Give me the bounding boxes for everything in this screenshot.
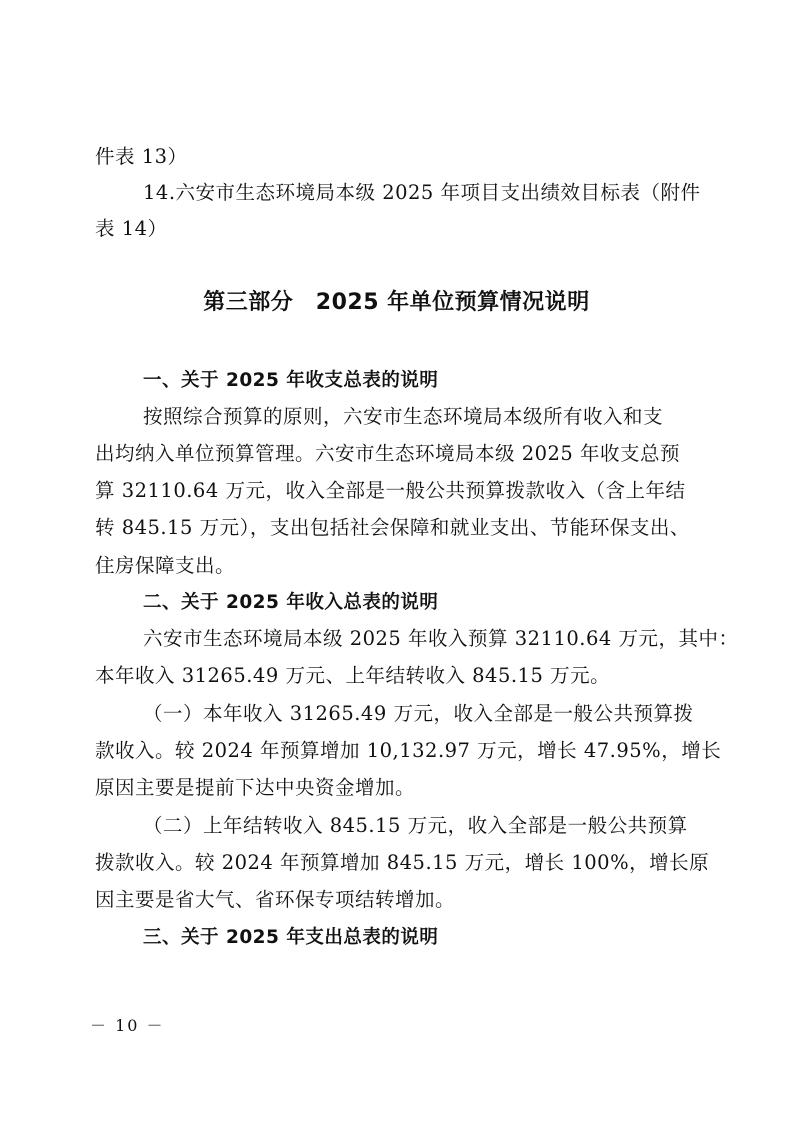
text-line: 件表 13） bbox=[95, 145, 188, 168]
part-heading: 第三部分 2025 年单位预算情况说明 bbox=[203, 290, 590, 315]
text-line: 表 14） bbox=[95, 217, 168, 240]
paragraph-line: 因主要是省大气、省环保专项结转增加。 bbox=[95, 888, 456, 911]
paragraph-line: 六安市生态环境局本级 2025 年收入预算 32110.64 万元，其中： bbox=[143, 627, 739, 650]
section-title: 三、关于 2025 年支出总表的说明 bbox=[143, 927, 439, 948]
paragraph-line: 住房保障支出。 bbox=[95, 554, 236, 577]
paragraph-line: 出均纳入单位预算管理。六安市生态环境局本级 2025 年收支总预 bbox=[95, 442, 681, 465]
section-title: 二、关于 2025 年收入总表的说明 bbox=[143, 592, 439, 613]
paragraph-line: （二）上年结转收入 845.15 万元，收入全部是一般公共预算 bbox=[143, 814, 688, 837]
paragraph-line: 款收入。较 2024 年预算增加 10,132.97 万元，增长 47.95%，增长 bbox=[95, 739, 722, 762]
section-title: 一、关于 2025 年收支总表的说明 bbox=[143, 370, 439, 391]
paragraph-line: 原因主要是提前下达中央资金增加。 bbox=[95, 776, 416, 799]
paragraph-line: 转 845.15 万元），支出包括社会保障和就业支出、节能环保支出、 bbox=[95, 516, 690, 539]
paragraph-line: （一）本年收入 31265.49 万元，收入全部是一般公共预算拨 bbox=[143, 702, 694, 725]
paragraph-line: 按照综合预算的原则，六安市生态环境局本级所有收入和支 bbox=[143, 405, 664, 428]
paragraph-line: 算 32110.64 万元，收入全部是一般公共预算拨款收入（含上年结 bbox=[95, 479, 686, 502]
paragraph-line: 本年收入 31265.49 万元、上年结转收入 845.15 万元。 bbox=[95, 664, 611, 687]
paragraph-line: 拨款收入。较 2024 年预算增加 845.15 万元，增长 100%，增长原 bbox=[95, 851, 710, 874]
text-line: 14.六安市生态环境局本级 2025 年项目支出绩效目标表（附件 bbox=[143, 181, 701, 204]
page-number: － 10 － bbox=[90, 1016, 165, 1035]
